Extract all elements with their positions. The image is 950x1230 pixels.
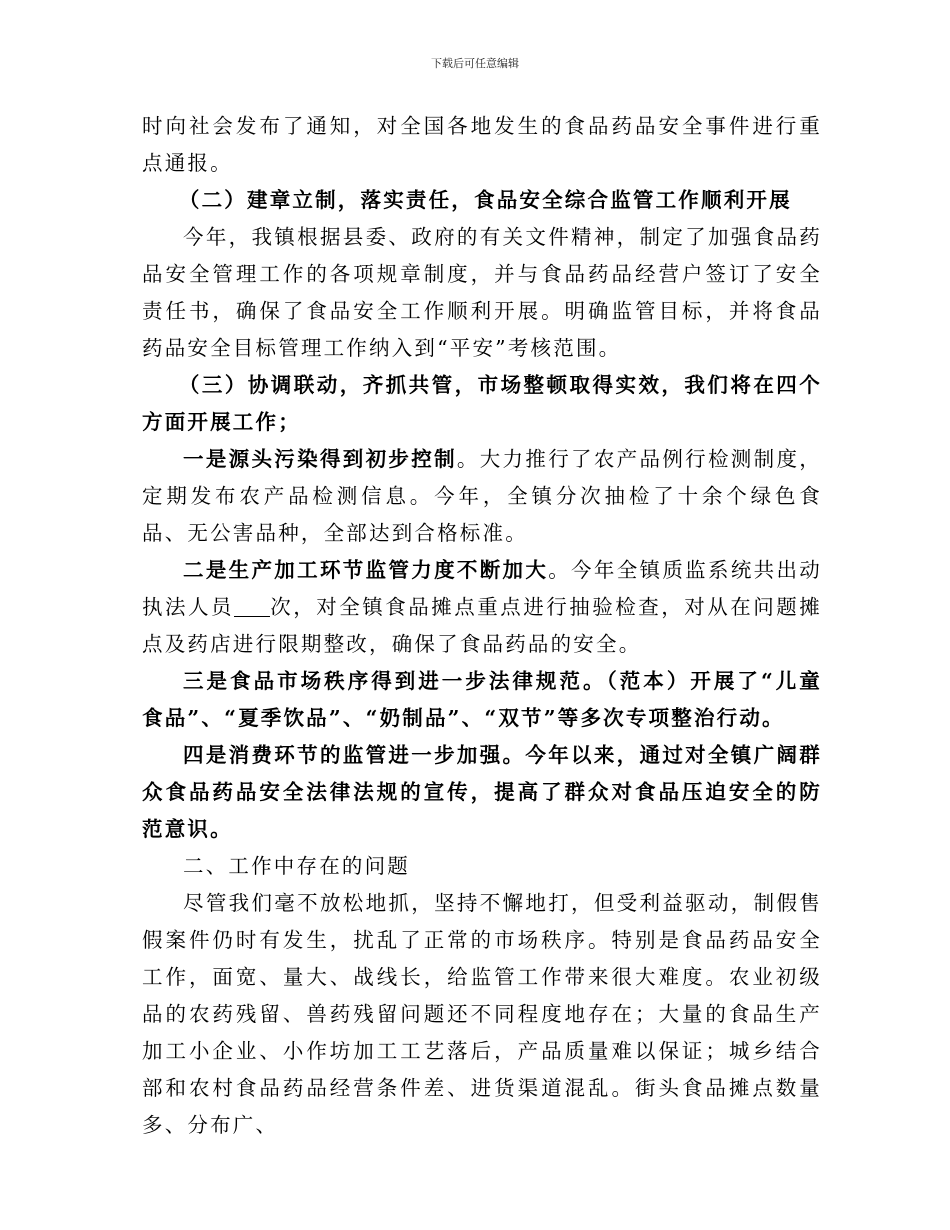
item-1-text: 。大力推行了农产品例行检测制度，定期发布农产品检测信息。今年，全镇分次抽检了十余个绿色食品、无公害品种，全部达到合格标准。 [142, 447, 822, 545]
item-2-text-b: 次，对全镇食品摊点重点进行抽验检查，对从在问题摊点及药店进行限期整改，确保了食品药品的安全。 [142, 595, 822, 656]
paragraph-regulations: 今年，我镇根据县委、政府的有关文件精神，制定了加强食品药品安全管理工作的各项规章制度，并与食品药品经营户签订了安全责任书，确保了食品安全工作顺利开展。明确监管目标，并将食品药品安全目标管理工作纳入到“平安”考核范围。 [142, 225, 822, 360]
paragraph-problems: 尽管我们毫不放松地抓，坚持不懈地打，但受利益驱动，制假售假案件仍时有发生，扰乱了正常的市场秩序。特别是食品药品安全工作，面宽、量大、战线长，给监管工作带来很大难度。农业初级品的农药残留、兽药残留问题还不同程度地存在；大量的食品生产加工小企业、小作坊加工工艺落后，产品质量难以保证；城乡结合部和农村食品药品经营条件差、进货渠道混乱。街头食品摊点数量多、分布广、 [142, 891, 822, 1137]
page-header: 下载后可任意编辑 [431, 57, 519, 70]
blank-underline [234, 596, 270, 618]
paragraph-item-2 [142, 552, 822, 663]
document-body [142, 108, 822, 1144]
paragraph-item-1 [142, 441, 822, 552]
item-2-lead: 二是生产加工环节监管力度不断加大 [183, 558, 549, 582]
paragraph-item-4: 四是消费环节的监管进一步加强。今年以来，通过对全镇广阔群众食品药品安全法律法规的宣传，提高了群众对食品压迫安全的防范意识。 [142, 743, 822, 841]
section-heading-2: （二）建章立制，落实责任，食品安全综合监管工作顺利开展 [178, 188, 792, 212]
paragraph-item-3: 三是食品市场秩序得到进一步法律规范。（范本）开展了“儿童食品”、“夏季饮品”、“奶制品”、“双节”等多次专项整治行动。 [142, 669, 822, 730]
item-1-lead: 一是源头污染得到初步控制 [183, 447, 457, 471]
section-heading-3: （三）协调联动，齐抓共管，市场整顿取得实效，我们将在四个方面开展工作； [142, 373, 822, 434]
item-2-text-a: 。今年全镇质监系统共出动执法人员 [142, 558, 822, 619]
paragraph-continued: 时向社会发布了通知，对全国各地发生的食品药品安全事件进行重点通报。 [142, 114, 822, 175]
section-heading-problems: 二、工作中存在的问题 [183, 854, 410, 878]
